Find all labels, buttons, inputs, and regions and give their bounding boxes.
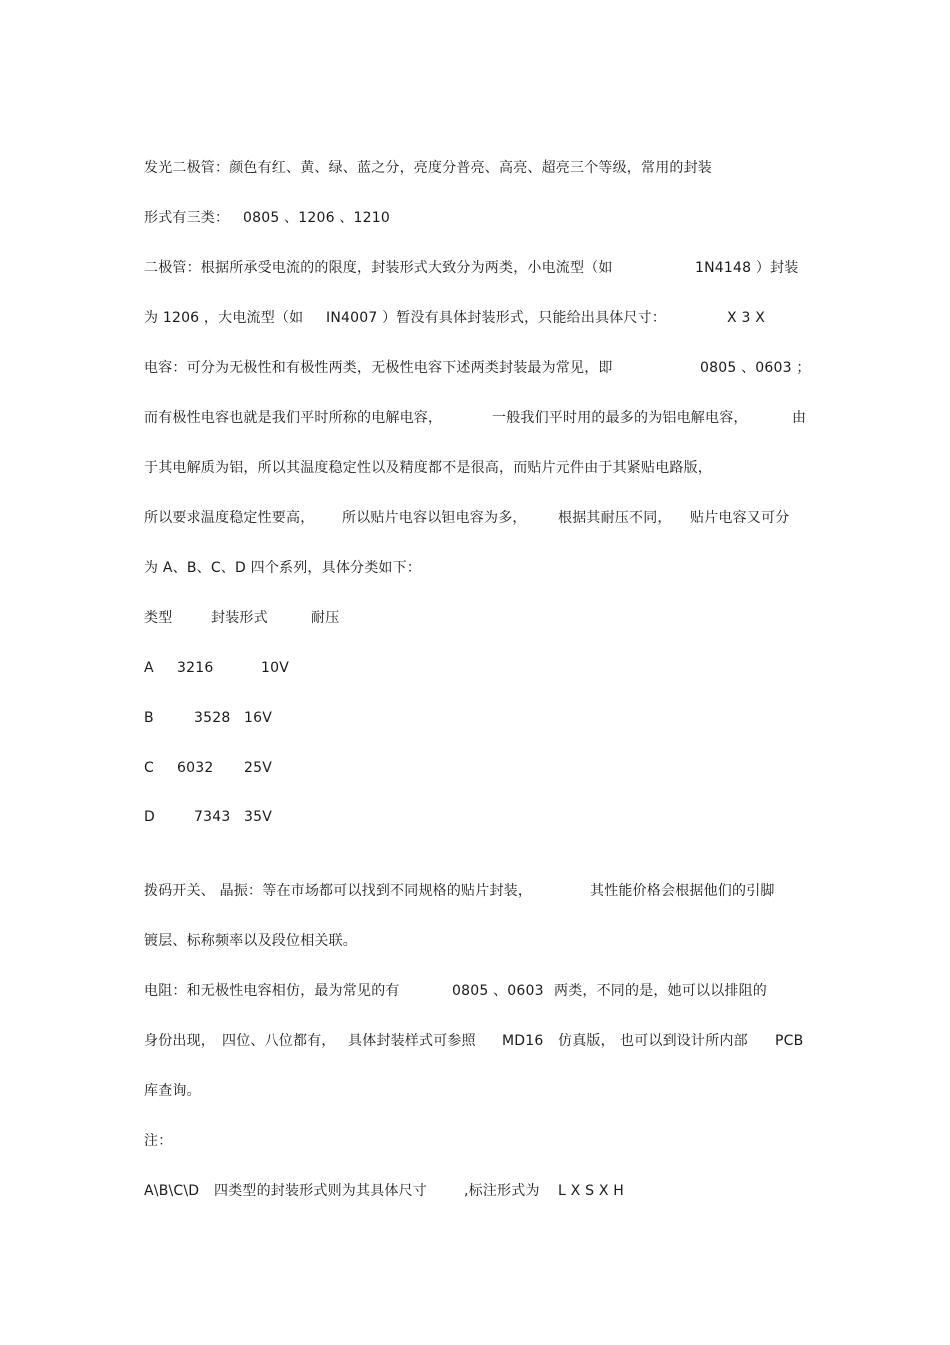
text-segment: 0805 、0603 ； bbox=[700, 360, 811, 376]
paragraph-line-capacitor bbox=[144, 357, 811, 379]
paragraph-line-led bbox=[144, 157, 712, 179]
text-segment: MD16 bbox=[502, 1033, 544, 1049]
table-header-type: 类型 bbox=[144, 610, 173, 626]
text-segment: ,标注形式为 bbox=[464, 1183, 540, 1199]
paragraph-line-series bbox=[144, 557, 422, 579]
text-segment: 两类，不同的是，她可以以排阻的 bbox=[554, 983, 767, 999]
paragraph-line-tantalum bbox=[144, 507, 790, 529]
text-segment: 身份出现， bbox=[144, 1033, 215, 1049]
text-segment: 根据其耐压不同， bbox=[558, 510, 672, 526]
text-segment: 库查询。 bbox=[144, 1083, 201, 1099]
text-segment: 一般我们平时用的最多的为铝电解电容， bbox=[492, 410, 748, 426]
table-cell-type: D bbox=[144, 809, 155, 825]
table-row bbox=[144, 757, 272, 779]
table-cell-voltage: 35V bbox=[244, 809, 272, 825]
text-segment: 仿真版， bbox=[558, 1033, 615, 1049]
paragraph-line-diode bbox=[144, 257, 799, 279]
text-segment: 由 bbox=[792, 410, 807, 426]
paragraph-line-aluminum bbox=[144, 457, 712, 479]
text-segment: 所以要求温度稳定性要高， bbox=[144, 510, 315, 526]
text-segment: X 3 X bbox=[727, 310, 765, 326]
text-segment: 1N4148 ）封装 bbox=[695, 260, 799, 276]
table-cell-type: B bbox=[144, 710, 154, 726]
table-header-voltage: 耐压 bbox=[311, 610, 340, 626]
text-segment: 具体封装样式可参照 bbox=[348, 1033, 476, 1049]
paragraph-line-diode-size bbox=[144, 307, 765, 329]
table-cell-voltage: 16V bbox=[244, 710, 272, 726]
table-row bbox=[144, 806, 272, 828]
table-cell-voltage: 25V bbox=[244, 760, 272, 776]
text-segment: 0805 、1206 、1210 bbox=[243, 210, 390, 226]
text-segment: 发光二极管：颜色有红、黄、绿、蓝之分，亮度分普亮、高亮、超亮三个等级，常用的封装 bbox=[144, 160, 712, 176]
text-segment: 形式有三类： bbox=[144, 210, 230, 226]
paragraph-line-plating bbox=[144, 930, 357, 952]
table-cell-package: 3216 bbox=[177, 660, 214, 676]
table-cell-package: 6032 bbox=[177, 760, 214, 776]
text-segment: 拨码开关、 晶振：等在市场都可以找到不同规格的贴片封装， bbox=[144, 883, 533, 899]
paragraph-line-resistor-array bbox=[144, 1030, 804, 1052]
text-segment: 所以贴片电容以钽电容为多， bbox=[342, 510, 527, 526]
text-segment: 镀层、标称频率以及段位相关联。 bbox=[144, 933, 357, 949]
text-segment: 为 1206 ，大电流型（如 bbox=[144, 310, 304, 326]
text-segment: 电容：可分为无极性和有极性两类，无极性电容下述两类封装最为常见，即 bbox=[144, 360, 613, 376]
table-cell-package: 3528 bbox=[194, 710, 231, 726]
text-segment: L X S X H bbox=[558, 1183, 624, 1199]
table-cell-voltage: 10V bbox=[261, 660, 289, 676]
paragraph-line-electrolytic bbox=[144, 407, 807, 429]
text-segment: PCB bbox=[775, 1033, 804, 1049]
text-segment: 其性能价格会根据他们的引脚 bbox=[590, 883, 775, 899]
note-line-dimensions bbox=[144, 1180, 624, 1202]
text-segment: IN4007 ）暂没有具体封装形式，只能给出具体尺寸： bbox=[326, 310, 667, 326]
table-row bbox=[144, 657, 289, 679]
text-segment: 0805 、0603 bbox=[452, 983, 544, 999]
paragraph-line-library bbox=[144, 1080, 201, 1102]
text-segment: 于其电解质为铝，所以其温度稳定性以及精度都不是很高，而贴片元件由于其紧贴电路版， bbox=[144, 460, 712, 476]
table-cell-type: C bbox=[144, 760, 154, 776]
text-segment: 也可以到设计所内部 bbox=[620, 1033, 748, 1049]
paragraph-line-switch-crystal bbox=[144, 880, 775, 902]
table-header-package: 封装形式 bbox=[211, 610, 268, 626]
table-header-row bbox=[144, 607, 340, 629]
note-heading bbox=[144, 1130, 173, 1152]
text-segment: 为 A、B、C、D 四个系列，具体分类如下： bbox=[144, 560, 422, 576]
paragraph-line-resistor bbox=[144, 980, 767, 1002]
text-segment: 四位、八位都有， bbox=[222, 1033, 336, 1049]
text-segment: A\B\C\D bbox=[144, 1183, 200, 1199]
table-row bbox=[144, 707, 272, 729]
text-segment: 二极管：根据所承受电流的的限度，封装形式大致分为两类，小电流型（如 bbox=[144, 260, 613, 276]
table-cell-package: 7343 bbox=[194, 809, 231, 825]
text-segment: 电阻：和无极性电容相仿，最为常见的有 bbox=[144, 983, 400, 999]
table-cell-type: A bbox=[144, 660, 154, 676]
text-segment: 四类型的封装形式则为其具体尺寸 bbox=[214, 1183, 427, 1199]
paragraph-line-led-packages bbox=[144, 207, 390, 229]
text-segment: 贴片电容又可分 bbox=[690, 510, 790, 526]
text-segment: 而有极性电容也就是我们平时所称的电解电容， bbox=[144, 410, 443, 426]
text-segment: 注： bbox=[144, 1133, 173, 1149]
